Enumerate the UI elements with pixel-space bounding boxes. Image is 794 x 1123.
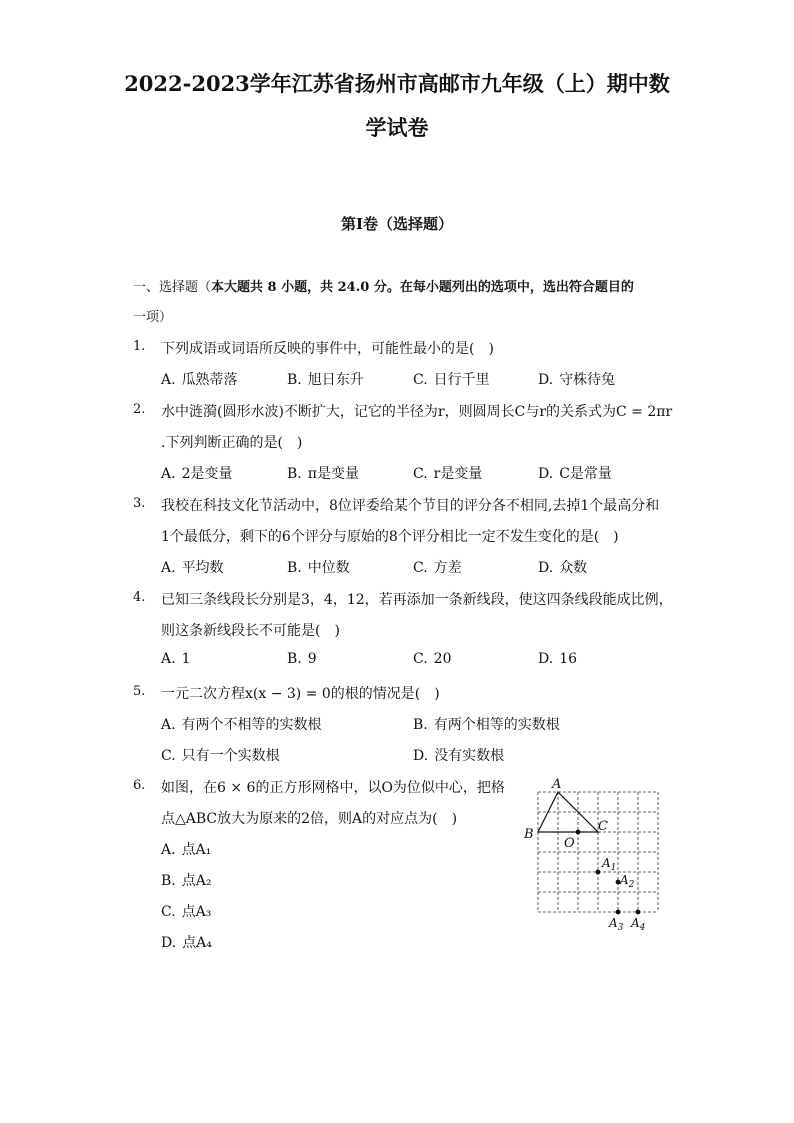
label-a1-letter: A xyxy=(602,856,611,870)
option-label: C. xyxy=(413,651,428,667)
option-text: 点A₃ xyxy=(181,904,212,920)
question-4-option-a[interactable] xyxy=(161,651,190,667)
option-text: 点A₁ xyxy=(181,842,212,858)
question-2-option-b[interactable] xyxy=(287,463,359,483)
question-4-text-line1: 已知三条线段长分别是3，4，12，若再添加一条新线段，使这四条线段能成比例， xyxy=(161,592,673,608)
point-a1 xyxy=(596,870,601,875)
option-text: 1 xyxy=(181,651,191,667)
option-label: B. xyxy=(287,651,302,667)
question-3-number: 3. xyxy=(133,496,146,511)
question-3-text-line1: 我校在科技文化节活动中，8位评委给某个节目的评分各不相同,去掉1个最高分和 xyxy=(161,498,660,514)
label-c: C xyxy=(598,819,608,834)
option-label: B. xyxy=(413,717,428,733)
section-prefix: 一、选择题（ xyxy=(133,280,212,295)
part-title: 第I卷（选择题） xyxy=(340,215,454,233)
option-label: C. xyxy=(413,466,428,482)
option-text: 只有一个实数根 xyxy=(181,748,280,764)
question-6-option-d[interactable] xyxy=(161,932,212,952)
question-5-option-a[interactable] xyxy=(161,714,322,734)
label-a4-sub: 4 xyxy=(639,923,646,933)
question-5-option-d[interactable] xyxy=(413,745,504,765)
option-label: A. xyxy=(161,651,176,667)
grid-lines xyxy=(538,792,658,912)
option-text: 2是变量 xyxy=(181,466,233,482)
option-label: B. xyxy=(287,372,302,388)
question-1-option-a[interactable] xyxy=(161,369,238,389)
option-label: D. xyxy=(161,935,177,951)
question-3-option-a[interactable] xyxy=(161,557,224,577)
option-text: 没有实数根 xyxy=(434,748,505,764)
question-3-option-b[interactable] xyxy=(287,557,350,577)
option-label: A. xyxy=(161,842,176,858)
question-4-option-b[interactable] xyxy=(287,651,317,667)
question-2-text-line2: .下列判断正确的是( ) xyxy=(161,435,303,451)
option-text: 20 xyxy=(433,651,452,667)
question-2-option-c[interactable] xyxy=(413,463,482,483)
option-text: 守株待兔 xyxy=(559,372,616,388)
option-text: 点A₄ xyxy=(182,935,212,951)
question-4-number: 4. xyxy=(133,590,146,605)
exam-title-line1: 2022-2023学年江苏省扬州市高邮市九年级（上）期中数 xyxy=(124,71,670,96)
option-text: 平均数 xyxy=(181,560,224,576)
option-text: 中位数 xyxy=(307,560,350,576)
option-text: 方差 xyxy=(433,560,462,576)
label-a3-sub: 3 xyxy=(617,923,624,933)
question-6-option-a[interactable] xyxy=(161,839,211,859)
label-a: A xyxy=(552,777,562,792)
option-label: C. xyxy=(413,372,428,388)
option-text: 瓜熟蒂落 xyxy=(181,372,238,388)
option-label: D. xyxy=(538,466,554,482)
question-6-option-c[interactable] xyxy=(161,901,211,921)
option-label: C. xyxy=(161,748,176,764)
label-b: B xyxy=(524,827,534,842)
section-instructions: 本大题共 8 小题，共 24.0 分。在每小题列出的选项中，选出符合题目的 xyxy=(211,280,634,295)
option-text: 有两个不相等的实数根 xyxy=(181,717,322,733)
label-a1-sub: 1 xyxy=(610,863,617,873)
option-label: D. xyxy=(538,560,554,576)
label-o: O xyxy=(564,836,575,851)
question-5-text: 一元二次方程x(x − 3) = 0的根的情况是( ) xyxy=(161,686,440,702)
option-label: C. xyxy=(413,560,428,576)
question-4-text-line2: 则这条新线段长不可能是( ) xyxy=(161,623,340,639)
option-text: 点A₂ xyxy=(181,873,212,889)
label-a2-sub: 2 xyxy=(628,880,635,890)
question-6-text-line2: 点△ABC放大为原来的2倍，则A的对应点为( ) xyxy=(161,811,458,827)
option-label: A. xyxy=(161,372,176,388)
option-text: 有两个相等的实数根 xyxy=(433,717,560,733)
label-a2 xyxy=(619,873,635,890)
question-1-option-d[interactable] xyxy=(538,369,615,389)
option-label: B. xyxy=(287,560,302,576)
label-a4-letter: A xyxy=(631,916,640,930)
option-label: A. xyxy=(161,717,176,733)
question-4-option-c[interactable] xyxy=(413,651,452,667)
question-3-option-c[interactable] xyxy=(413,557,462,577)
option-label: D. xyxy=(538,372,554,388)
question-1-option-c[interactable] xyxy=(413,369,490,389)
option-text: 旭日东升 xyxy=(307,372,364,388)
question-6-grid-figure xyxy=(520,772,670,937)
exam-title-line2: 学试卷 xyxy=(365,115,429,140)
question-3-option-d[interactable] xyxy=(538,557,587,577)
label-a1 xyxy=(601,856,616,873)
option-text: π是变量 xyxy=(307,466,359,482)
question-2-option-d[interactable] xyxy=(538,463,612,483)
question-6-text-line1: 如图，在6 × 6的正方形网格中，以O为位似中心，把格 xyxy=(161,780,505,796)
option-label: D. xyxy=(413,748,429,764)
question-1-number: 1. xyxy=(133,339,146,354)
option-label: A. xyxy=(161,466,176,482)
question-2-number: 2. xyxy=(133,402,146,417)
section-heading xyxy=(133,276,634,295)
option-text: C是常量 xyxy=(559,466,612,482)
question-6-option-b[interactable] xyxy=(161,870,211,890)
point-a3 xyxy=(616,910,621,915)
question-5-option-c[interactable] xyxy=(161,745,280,765)
option-label: D. xyxy=(538,651,554,667)
option-label: A. xyxy=(161,560,176,576)
label-a2-letter: A xyxy=(620,873,629,887)
option-label: C. xyxy=(161,904,176,920)
option-text: 16 xyxy=(559,651,578,667)
label-a3 xyxy=(608,916,624,933)
option-text: 日行千里 xyxy=(433,372,490,388)
option-text: 9 xyxy=(307,651,317,667)
point-a4 xyxy=(636,910,641,915)
question-1-option-b[interactable] xyxy=(287,369,364,389)
question-5-option-b[interactable] xyxy=(413,714,560,734)
option-label: B. xyxy=(287,466,302,482)
label-a3-letter: A xyxy=(609,916,618,930)
section-heading-line2: 一项） xyxy=(133,310,173,325)
question-3-text-line2: 1个最低分，剩下的6个评分与原始的8个评分相比一定不发生变化的是( ) xyxy=(161,529,619,545)
option-text: 众数 xyxy=(559,560,588,576)
label-a4 xyxy=(630,916,646,933)
question-1-text: 下列成语或词语所反映的事件中，可能性最小的是( ) xyxy=(161,341,494,357)
question-2-text-line1: 水中涟漪(圆形水波)不断扩大，记它的半径为r，则圆周长C与r的关系式为C = 2πr xyxy=(161,404,673,420)
question-4-option-d[interactable] xyxy=(538,651,577,667)
question-5-number: 5. xyxy=(133,684,146,699)
option-text: r是变量 xyxy=(433,466,483,482)
question-6-number: 6. xyxy=(133,778,146,793)
question-2-option-a[interactable] xyxy=(161,463,232,483)
option-label: B. xyxy=(161,873,176,889)
point-o xyxy=(576,830,581,835)
